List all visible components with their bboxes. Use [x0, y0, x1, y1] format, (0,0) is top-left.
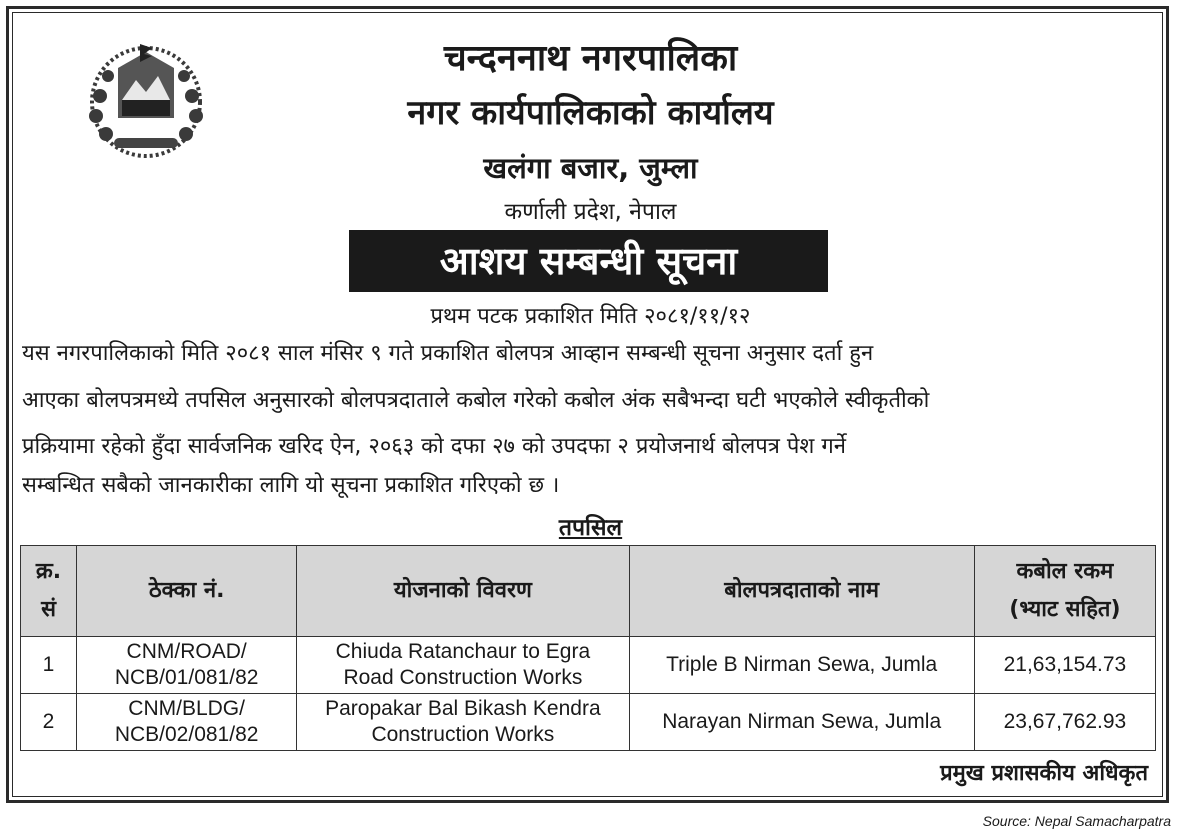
municipality-name: चन्दननाथ नगरपालिका: [443, 38, 738, 79]
header-amount-line-1: कबोल रकम: [1016, 559, 1114, 584]
table-header-row: [21, 546, 1156, 637]
header-serial-line-2: सं: [41, 597, 56, 622]
header-contract-no: ठेक्का नं.: [77, 546, 297, 637]
schedule-heading: [0, 510, 1181, 542]
header-description: योजनाको विवरण: [297, 546, 629, 637]
notice-title: आशय सम्बन्धी सूचना: [349, 230, 828, 292]
header-serial-line-1: क्र.: [35, 559, 62, 584]
notice-body-line-2: आएका बोलपत्रमध्ये तपसिल अनुसारको बोलपत्रदाताले कबोल गरेको कबोल अंक सबैभन्दा घटी भएकोले स्वीकृतीको: [22, 388, 930, 413]
description-line-1: Chiuda Ratanchaur to Egra: [335, 640, 591, 663]
description-line-2: Road Construction Works: [343, 666, 583, 689]
table-row: [21, 637, 1156, 694]
header-serial: [21, 546, 77, 637]
contract-no-line-2: NCB/02/081/82: [114, 723, 259, 746]
contract-no-line-1: CNM/BLDG/: [128, 697, 245, 720]
row-contract-no: [77, 694, 297, 751]
contract-no-line-1: CNM/ROAD/: [126, 640, 247, 663]
header-amount-line-2: (भ्याट सहित): [1009, 597, 1121, 622]
signatory-title: प्रमुख प्रशासकीय अधिकृत: [940, 761, 1148, 786]
description-line-1: Paropakar Bal Bikash Kendra: [325, 697, 601, 720]
row-contract-no: [77, 637, 297, 694]
description-line-2: Construction Works: [371, 723, 555, 746]
row-serial: 2: [21, 694, 77, 751]
row-amount: 21,63,154.73: [974, 637, 1155, 694]
row-description: [297, 694, 629, 751]
row-bidder: Narayan Nirman Sewa, Jumla: [629, 694, 974, 751]
row-description: [297, 637, 629, 694]
row-serial: 1: [21, 637, 77, 694]
tender-table: [20, 545, 1156, 751]
publish-date: प्रथम पटक प्रकाशित मिति २०८१/११/१२: [430, 304, 751, 329]
header-amount: [974, 546, 1155, 637]
source-credit: Source: Nepal Samacharpatra: [982, 813, 1171, 829]
notice-body-line-1: यस नगरपालिकाको मिति २०८१ साल मंसिर ९ गते प्रकाशित बोलपत्र आव्हान सम्बन्धी सूचना अनुसार दर्ता हुन: [22, 341, 874, 366]
schedule-heading-text: तपसिल: [558, 515, 623, 541]
row-bidder: Triple B Nirman Sewa, Jumla: [629, 637, 974, 694]
notice-body-line-4: सम्बन्धित सबैको जानकारीका लागि यो सूचना प्रकाशित गरिएको छ ।: [22, 473, 560, 498]
notice-body-line-3: प्रक्रियामा रहेको हुँदा सार्वजनिक खरिद ऐन, २०६३ को दफा २७ को उपदफा २ प्रयोजनार्थ बोलपत्र पेश गर्ने: [22, 434, 846, 459]
table-row: [21, 694, 1156, 751]
header-bidder: बोलपत्रदाताको नाम: [629, 546, 974, 637]
office-location: खलंगा बजार, जुम्ला: [483, 151, 698, 185]
office-name: नगर कार्यपालिकाको कार्यालय: [407, 93, 774, 133]
contract-no-line-2: NCB/01/081/82: [114, 666, 259, 689]
province-country: कर्णाली प्रदेश, नेपाल: [504, 199, 677, 225]
row-amount: 23,67,762.93: [974, 694, 1155, 751]
